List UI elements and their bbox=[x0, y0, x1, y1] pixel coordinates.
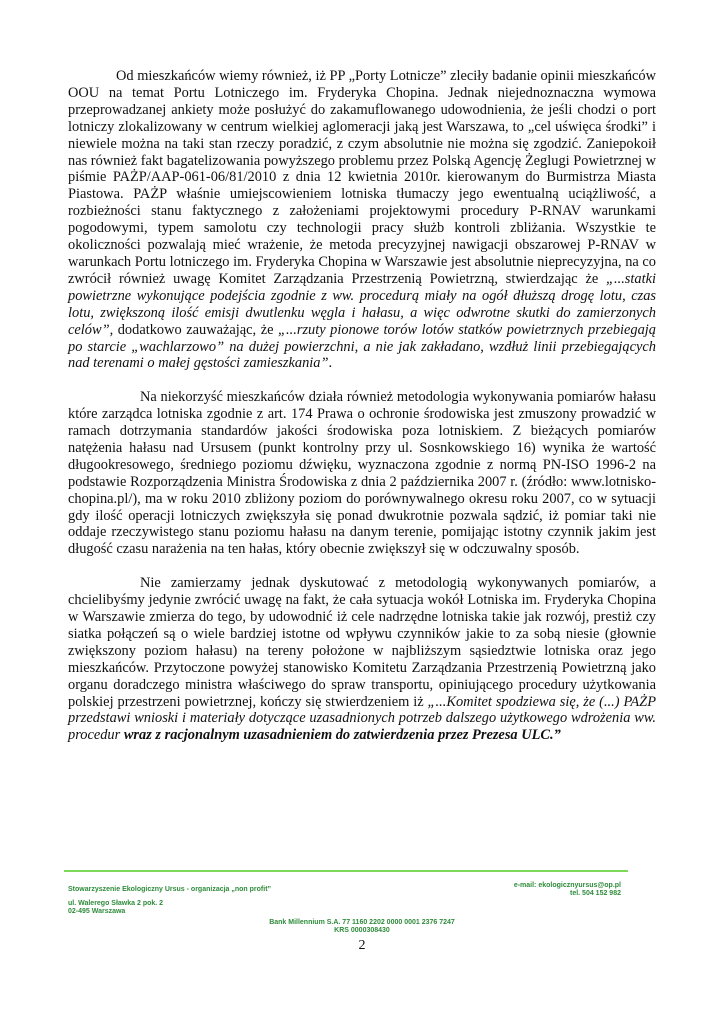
footer-address-city: 02-495 Warszawa bbox=[68, 908, 126, 915]
footer-organization: Stowarzyszenie Ekologiczny Ursus - organizacja „non profit” bbox=[68, 886, 272, 893]
paragraph-1 bbox=[68, 68, 656, 372]
paragraph-1-quote-1: „...statki powietrzne wykonujące podejścia zgodnie z ww. procedurą miały na ogół dłuższą drogę lotu, czas lotu, zwiększoną ilość emisji dwutlenku węgla i hałasu, a więc odwrotne skutki do zamierzonych celów”, bbox=[68, 270, 656, 338]
footer-krs: KRS 0000308430 bbox=[334, 927, 390, 934]
paragraph-3 bbox=[68, 575, 656, 744]
paragraph-1-quote-2: „...rzuty pionowe torów lotów statków powietrznych przebiegają po starcie „wachlarzowo” na dużej powierzchni, a nie jak zakładano, wzdłuż linii przebiegających nad terenami o małej gęstości zamieszkania” bbox=[68, 321, 656, 372]
footer-divider bbox=[64, 870, 628, 872]
footer-email: e-mail: ekologicznyursus@op.pl bbox=[513, 882, 621, 889]
paragraph-3-bold-quote: wraz z racjonalnym uzasadnieniem do zatwierdzenia przez Prezesa ULC.” bbox=[123, 727, 561, 744]
footer-address-street: ul. Walerego Sławka 2 pok. 2 bbox=[68, 900, 164, 907]
paragraph-2: Na niekorzyść mieszkańców działa również metodologia wykonywania pomiarów hałasu które zarządca lotniska zgodnie z art. 174 Prawa o ochronie środowiska jest zmuszony prowadzić w ramach dotrzymania standardów jakości środowiska poza lotniskiem. Z bieżących pomiarów natężenia hałasu nad Ursusem (punkt kontrolny przy ul. Sosnkowskiego 16) wynika że wartość długookresowego, średniego poziomu dźwięku, wyznaczona zgodnie z normą PN-ISO 1996-2 na podstawie Rozporządzenia Ministra Środowiska z dnia 2 października 2007 r. (źródło: www.lotnisko-chopina.pl/), ma w roku 2010 zbliżony poziom do porównywalnego okresu roku 2007, co w sytuacji gdy ilość operacji lotniczych zwiększyła się ponad dwukrotnie pozwala sądzić, iż pomiar taki nie oddaje rzeczywistego stanu poziomu hałasu na danym terenie, pomijając istotny czynnik jakim jest długość czasu narażenia na ten hałas, który obecnie zwiększył się w odczuwalny sposób. bbox=[68, 389, 656, 558]
footer-bank-account: Bank Millennium S.A. 77 1160 2202 0000 0001 2376 7247 bbox=[269, 919, 455, 926]
document-body bbox=[68, 68, 656, 761]
paragraph-1-text-c: . bbox=[328, 355, 333, 372]
paragraph-1-text-b: dodatkowo zauważając, że bbox=[113, 321, 279, 338]
paragraph-3-quote: „...Komitet spodziewa się, że (...) PAŻP przedstawi wnioski i materiały dotyczące uzasadnionych potrzeb dalszego użytkowego wdrożenia ww. procedur bbox=[68, 693, 656, 744]
footer-phone: tel. 504 152 982 bbox=[570, 890, 621, 897]
paragraph-1-text-a: Od mieszkańców wiemy również, iż PP „Porty Lotnicze” zleciły badanie opinii mieszkańców OOU na temat Portu Lotniczego im. Fryderyka Chopina. Jednak niejednoznaczna wymowa przeprowadzanej ankiety może posłużyć do zakamuflowanego udowodnienia, że jeśli chodzi o port lotniczy zlokalizowany w centrum wielkiej aglomeracji jaką jest Warszawa, to „cel uświęca środki” i niewiele można na taki stan rzeczy poradzić, z czym absolutnie nie można się zgodzić. Zaniepokoił nas również fakt bagatelizowania powyższego problemu przez Polską Agencję Żeglugi Powietrznej w piśmie PAŻP/AAP-061-06/81/2010 z dnia 12 kwietnia 2010r. kierowanym do Burmistrza Miasta Piastowa. PAŻP właśnie umiejscowieniem lotniska tłumaczy jego ewentualną uciążliwość, a rozbieżności stanu faktycznego z założeniami projektowymi procedury P-RNAV warunkami pogodowymi, typem samolotu czy technologii pracy służb kontroli zbliżania. Wszystkie te okoliczności pozwalają mieć wrażenie, że metoda precyzyjnej nawigacji obszarowej P-RNAV w warunkach Portu lotniczego im. Fryderyka Chopina w Warszawie jest absolutnie nieprecyzyjna, na co zwrócił również uwagę Komitet Zarządzania Przestrzenią Powietrzną, stwierdzając że bbox=[68, 68, 656, 287]
paragraph-3-text-a: Nie zamierzamy jednak dyskutować z metodologią wykonywanych pomiarów, a chcielibyśmy jedynie zwrócić uwagę na fakt, że cała sytuacja wokół Lotniska im. Fryderyka Chopina w Warszawie zmierza do tego, by udowodnić iż cele nadrzędne lotniska takie jak rozwój, prestiż czy siatka połączeń są o wiele bardziej istotne od wpływu czynników jakie to za sobą niesie (głownie zwiększony poziom hałasu) na tereny położone w najbliższym sąsiedztwie lotniska oraz jego mieszkańców. Przytoczone powyżej stanowisko Komitetu Zarządzania Przestrzenią Powietrzną jako organu doradczego ministra właściwego do spraw transportu, opiniującego procedury użytkowania polskiej przestrzeni powietrznej, kończy się stwierdzeniem iż bbox=[68, 575, 656, 710]
page-number: 2 bbox=[358, 938, 366, 953]
